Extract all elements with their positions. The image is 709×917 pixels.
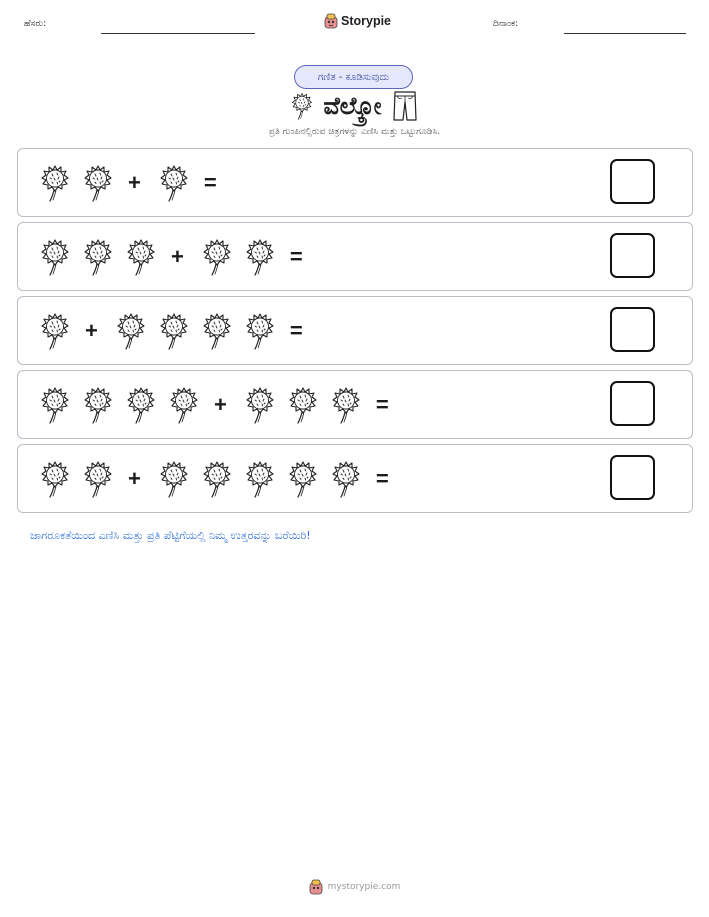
velcro-burr-icon: [291, 91, 313, 121]
problem-items: [40, 297, 321, 364]
problem-list: [17, 148, 693, 518]
velcro-burr-icon: [159, 459, 189, 499]
velcro-burr-icon: [40, 163, 70, 203]
velcro-burr-icon: [83, 237, 113, 277]
velcro-burr-icon: [202, 311, 232, 351]
footer-url[interactable]: mystorypie.com: [327, 882, 401, 892]
plus-sign: +: [85, 317, 98, 343]
brand-name: Storypie: [341, 14, 392, 28]
velcro-burr-icon: [169, 385, 199, 425]
velcro-burr-icon: [331, 385, 361, 425]
problem-items: [40, 149, 235, 216]
equals-sign: =: [375, 465, 389, 491]
velcro-burr-icon: [83, 163, 113, 203]
worksheet-header: [0, 0, 709, 50]
answer-box[interactable]: [610, 455, 655, 500]
pants-icon: [392, 90, 418, 122]
problem-items: [40, 371, 407, 438]
answer-box[interactable]: [610, 307, 655, 352]
storypie-logo-icon: [324, 13, 338, 29]
equals-sign: =: [375, 391, 389, 417]
velcro-burr-icon: [202, 459, 232, 499]
plus-sign: +: [128, 169, 141, 195]
problem-row: [17, 444, 693, 513]
problem-row: [17, 370, 693, 439]
velcro-burr-icon: [202, 237, 232, 277]
title-row: [0, 88, 709, 124]
plus-sign: +: [128, 465, 141, 491]
answer-box[interactable]: [610, 159, 655, 204]
date-label: ದಿನಾಂಕ:: [493, 19, 519, 29]
plus-sign: +: [171, 243, 184, 269]
brand: [324, 13, 391, 29]
velcro-burr-icon: [245, 385, 275, 425]
problem-row: [17, 296, 693, 365]
velcro-burr-icon: [245, 459, 275, 499]
velcro-burr-icon: [40, 311, 70, 351]
topic-badge: ಗಣಿತ - ಕೂಡಿಸುವುದು: [294, 65, 413, 89]
velcro-burr-icon: [83, 459, 113, 499]
problem-row: [17, 222, 693, 291]
equals-sign: =: [203, 169, 217, 195]
velcro-burr-icon: [245, 237, 275, 277]
problem-row: [17, 148, 693, 217]
velcro-burr-icon: [331, 459, 361, 499]
page-title: ವೆಲ್ಕ್ರೋ: [323, 92, 382, 120]
equals-sign: =: [289, 317, 303, 343]
problem-items: [40, 223, 321, 290]
date-write-line[interactable]: [564, 33, 686, 34]
velcro-burr-icon: [288, 459, 318, 499]
problem-items: [40, 445, 407, 512]
velcro-burr-icon: [40, 459, 70, 499]
equals-sign: =: [289, 243, 303, 269]
velcro-burr-icon: [126, 385, 156, 425]
velcro-burr-icon: [159, 311, 189, 351]
velcro-burr-icon: [83, 385, 113, 425]
velcro-burr-icon: [288, 385, 318, 425]
instruction-text: ಪ್ರತಿ ಗುಂಪಿನಲ್ಲಿರುವ ಚಿತ್ರಗಳನ್ನು ಎಣಿಸಿ ಮತ್ತು ಒಟ್ಟುಗೂಡಿಸಿ.: [268, 127, 441, 137]
plus-sign: +: [214, 391, 227, 417]
page-footer: [0, 879, 709, 895]
storypie-logo-icon: [309, 879, 323, 895]
answer-box[interactable]: [610, 233, 655, 278]
velcro-burr-icon: [245, 311, 275, 351]
name-write-line[interactable]: [101, 33, 255, 34]
velcro-burr-icon: [116, 311, 146, 351]
velcro-burr-icon: [40, 385, 70, 425]
velcro-burr-icon: [40, 237, 70, 277]
footer-instruction: ಜಾಗರೂಕತೆಯಿಂದ ಎಣಿಸಿ ಮತ್ತು ಪ್ರತಿ ಪೆಟ್ಟಿಗೆಯಲ್ಲಿ ನಿಮ್ಮ ಉತ್ತರವನ್ನು ಬರೆಯಿರಿ!: [30, 529, 311, 542]
name-label: ಹೆಸರು:: [24, 19, 47, 29]
velcro-burr-icon: [159, 163, 189, 203]
answer-box[interactable]: [610, 381, 655, 426]
velcro-burr-icon: [126, 237, 156, 277]
